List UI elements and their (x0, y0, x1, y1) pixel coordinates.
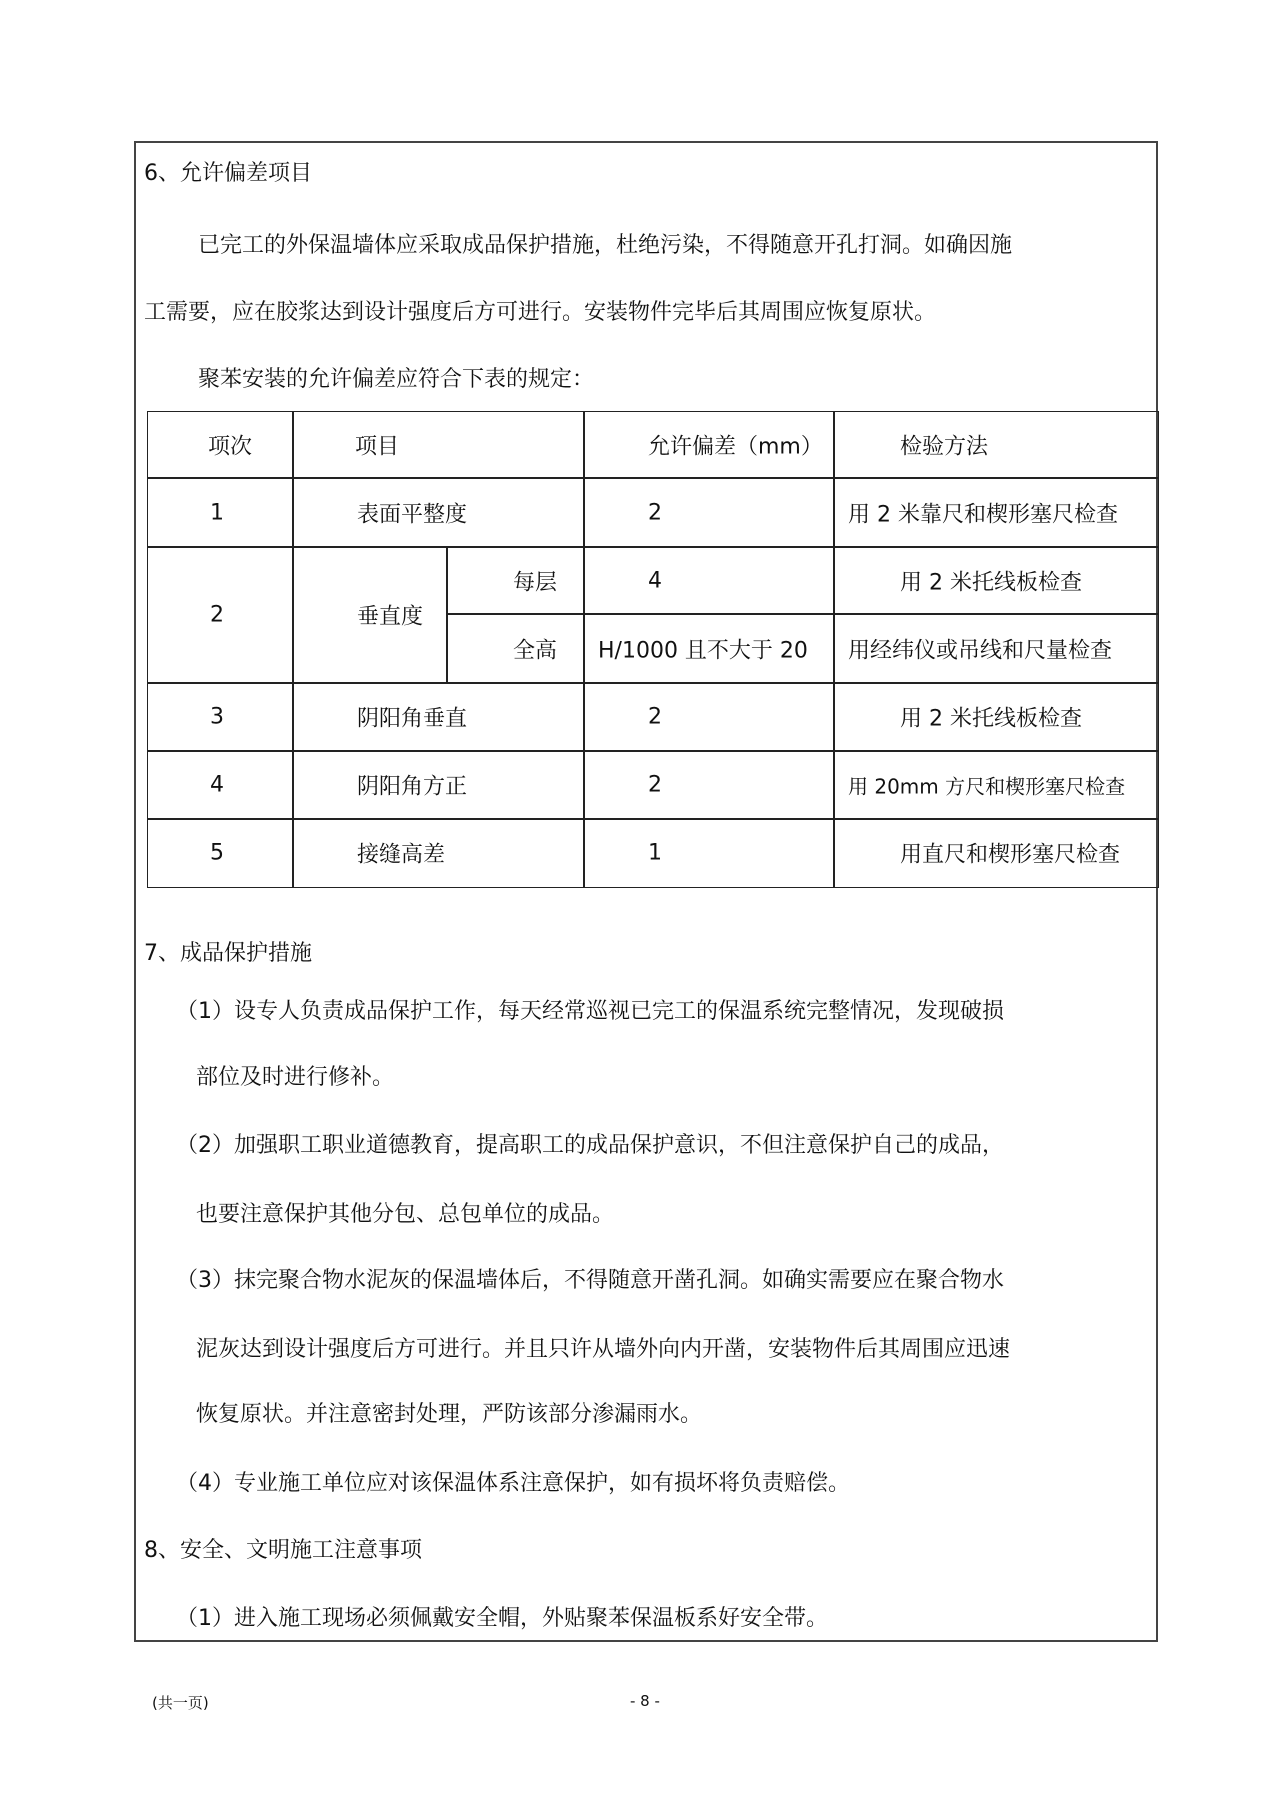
table-cell (292, 750, 585, 820)
section8-title: 8、安全、文明施工注意事项 (144, 1538, 422, 1563)
table-cell (292, 546, 448, 684)
table-cell (147, 682, 294, 752)
table-cell (147, 546, 294, 684)
table-cell (583, 818, 835, 888)
table-cell (833, 682, 1159, 752)
list-item: 恢复原状。并注意密封处理，严防该部分渗漏雨水。 (196, 1402, 703, 1427)
footer-page-number: - 8 - (630, 1692, 660, 1710)
row-method: 用 20mm 方尺和楔形塞尺检查 (848, 774, 1126, 799)
paragraph: 工需要，应在胶浆达到设计强度后方可进行。安装物件完毕后其周围应恢复原状。 (144, 300, 937, 325)
row-tol: 4 (648, 568, 662, 593)
row-method: 用 2 米托线板检查 (900, 570, 1082, 595)
table-cell (446, 546, 585, 615)
table-cell (833, 750, 1159, 820)
table-cell (833, 477, 1159, 548)
table-cell (583, 613, 835, 684)
footer-page-count: (共一页) (152, 1694, 209, 1712)
row-item: 垂直度 (357, 604, 424, 630)
list-item: （1）进入施工现场必须佩戴安全帽，外贴聚苯保温板系好安全带。 (176, 1606, 828, 1631)
header-cell: 检验方法 (900, 434, 989, 460)
table-header (583, 411, 835, 479)
table-cell (583, 682, 835, 752)
table-cell (147, 818, 294, 888)
header-cell: 项目 (355, 434, 400, 460)
row-no: 4 (210, 772, 224, 798)
table-cell (583, 546, 835, 615)
row-method: 用直尺和楔形塞尺检查 (900, 842, 1121, 868)
sub-item: 全高 (513, 638, 558, 663)
list-item: （2）加强职工职业道德教育，提高职工的成品保护意识，不但注意保护自己的成品， (176, 1133, 1004, 1158)
list-item: 泥灰达到设计强度后方可进行。并且只许从墙外向内开凿，安装物件后其周围应迅速 (196, 1337, 1011, 1362)
row-item: 阴阳角垂直 (357, 706, 468, 732)
table-cell (292, 682, 585, 752)
list-item: （1）设专人负责成品保护工作，每天经常巡视已完工的保温系统完整情况，发现破损 (176, 999, 1004, 1024)
table-cell (292, 477, 585, 548)
row-no: 5 (210, 840, 224, 866)
row-item: 接缝高差 (357, 842, 446, 868)
row-tol: 2 (648, 772, 662, 798)
table-header (147, 411, 294, 479)
row-item: 表面平整度 (357, 502, 468, 527)
paragraph: 聚苯安装的允许偏差应符合下表的规定： (198, 367, 595, 392)
sub-item: 每层 (513, 570, 558, 595)
table-cell (446, 613, 585, 684)
paragraph: 已完工的外保温墙体应采取成品保护措施，杜绝污染，不得随意开孔打洞。如确因施 (198, 233, 1013, 258)
row-method: 用 2 米托线板检查 (900, 706, 1082, 732)
table-cell (833, 818, 1159, 888)
table-cell (583, 477, 835, 548)
section6-title: 6、允许偏差项目 (144, 161, 312, 186)
row-item: 阴阳角方正 (357, 774, 468, 800)
table-header (833, 411, 1159, 479)
table-cell (583, 750, 835, 820)
row-tol: 2 (648, 500, 662, 525)
table-header (292, 411, 585, 479)
row-tol: 1 (648, 840, 662, 866)
list-item: 部位及时进行修补。 (196, 1065, 395, 1090)
row-tol: 2 (648, 704, 662, 730)
table-cell (292, 818, 585, 888)
table-cell (833, 546, 1159, 615)
row-no: 2 (210, 602, 224, 628)
header-cell: 允许偏差（mm） (648, 434, 823, 460)
row-method: 用经纬仪或吊线和尺量检查 (848, 638, 1113, 663)
table-cell (147, 750, 294, 820)
row-tol: H/1000 且不大于 20 (598, 638, 808, 663)
list-item: （4）专业施工单位应对该保温体系注意保护，如有损坏将负责赔偿。 (176, 1471, 850, 1496)
table-cell (147, 477, 294, 548)
row-no: 1 (210, 500, 224, 525)
list-item: 也要注意保护其他分包、总包单位的成品。 (196, 1202, 615, 1227)
header-cell: 项次 (208, 434, 253, 460)
row-method: 用 2 米靠尺和楔形塞尺检查 (848, 502, 1118, 527)
table-cell (833, 613, 1159, 684)
section7-title: 7、成品保护措施 (144, 941, 312, 966)
row-no: 3 (210, 704, 224, 730)
list-item: （3）抹完聚合物水泥灰的保温墙体后，不得随意开凿孔洞。如确实需要应在聚合物水 (176, 1268, 1004, 1293)
